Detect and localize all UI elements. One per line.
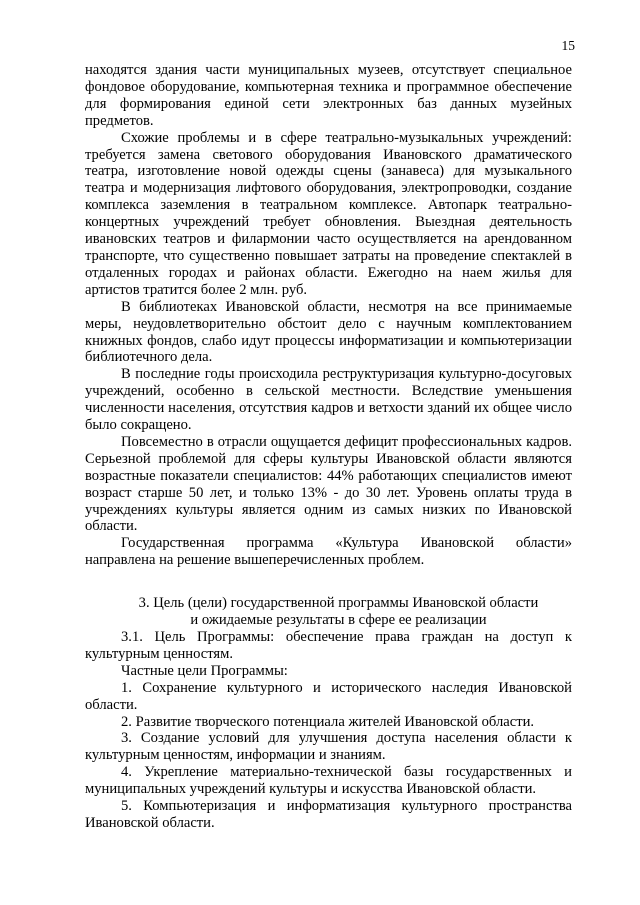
list-item-goal-3: 3. Создание условий для улучшения доступа населения области к культурным ценностям, информации и знаниям.	[85, 730, 572, 764]
section-title	[85, 595, 572, 629]
paragraph-libraries: В библиотеках Ивановской области, несмотря на все принимаемые меры, неудовлетворительно обстоит дело с научным комплектованием книжных фондов, слабо идут процессы информатизации и компьютеризации библиотечного дела.	[85, 298, 572, 366]
section-title-line-2: и ожидаемые результаты в сфере ее реализации	[190, 612, 487, 629]
paragraph-cultural-centers: В последние годы происходила реструктуризация культурно-досуговых учреждений, особенно в сельской местности. Вследствие уменьшения численности населения, отсутствия кадров и ветхости зданий их общее число было сокращено.	[85, 366, 572, 434]
paragraph-program-goal: 3.1. Цель Программы: обеспечение права граждан на доступ к культурным ценностям.	[85, 629, 572, 662]
list-item-goal-1: 1. Сохранение культурного и исторического наследия Ивановской области.	[85, 679, 572, 713]
paragraph-museums: находятся здания части муниципальных музеев, отсутствует специальное фондовое оборудование, компьютерная техника и программное обеспечение для формирования единой сети электронных баз данных музейных предметов.	[85, 62, 572, 129]
section-title-line-1: 3. Цель (цели) государственной программы Ивановской области	[138, 595, 539, 612]
section-spacer	[85, 569, 572, 595]
page-body	[85, 62, 572, 832]
paragraph-partial-goals-heading: Частные цели Программы:	[121, 662, 288, 679]
paragraph-program-purpose: Государственная программа «Культура Ивановской области» направлена на решение вышеперечисленных проблем.	[85, 535, 572, 569]
list-item-goal-4: 4. Укрепление материально-технической базы государственных и муниципальных учреждений культуры и искусства Ивановской области.	[85, 764, 572, 798]
list-item-goal-2: 2. Развитие творческого потенциала жителей Ивановской области.	[121, 713, 535, 730]
paragraph-theatres: Схожие проблемы и в сфере театрально-музыкальных учреждений: требуется замена светового оборудования Ивановского драматического театра, изготовление новой одежды сцены (занавеса) для музыкального театра и модернизация лифтового оборудования, электропроводки, создание комплекса заземления в театральном комплексе. Автопарк театрально-концертных учреждений требует обновления. Выездная деятельность ивановских театров и филармонии часто осуществляется на арендованном транспорте, что существенно повышает затраты на проведение спектаклей в отдаленных городах и районах области. Ежегодно на наем жилья для артистов тратится более 2 млн. руб.	[85, 129, 572, 298]
list-item-goal-5: 5. Компьютеризация и информатизация культурного пространства Ивановской области.	[85, 798, 572, 831]
paragraph-staff: Повсеместно в отрасли ощущается дефицит профессиональных кадров. Серьезной проблемой для сферы культуры Ивановской области являются возрастные показатели специалистов: 44% работающих специалистов имеют возраст старше 50 лет, и только 13% - до 30 лет. Уровень оплаты труда в учреждениях культуры является одним из самых низких по Ивановской области.	[85, 433, 572, 535]
page-number: 15	[561, 38, 575, 53]
